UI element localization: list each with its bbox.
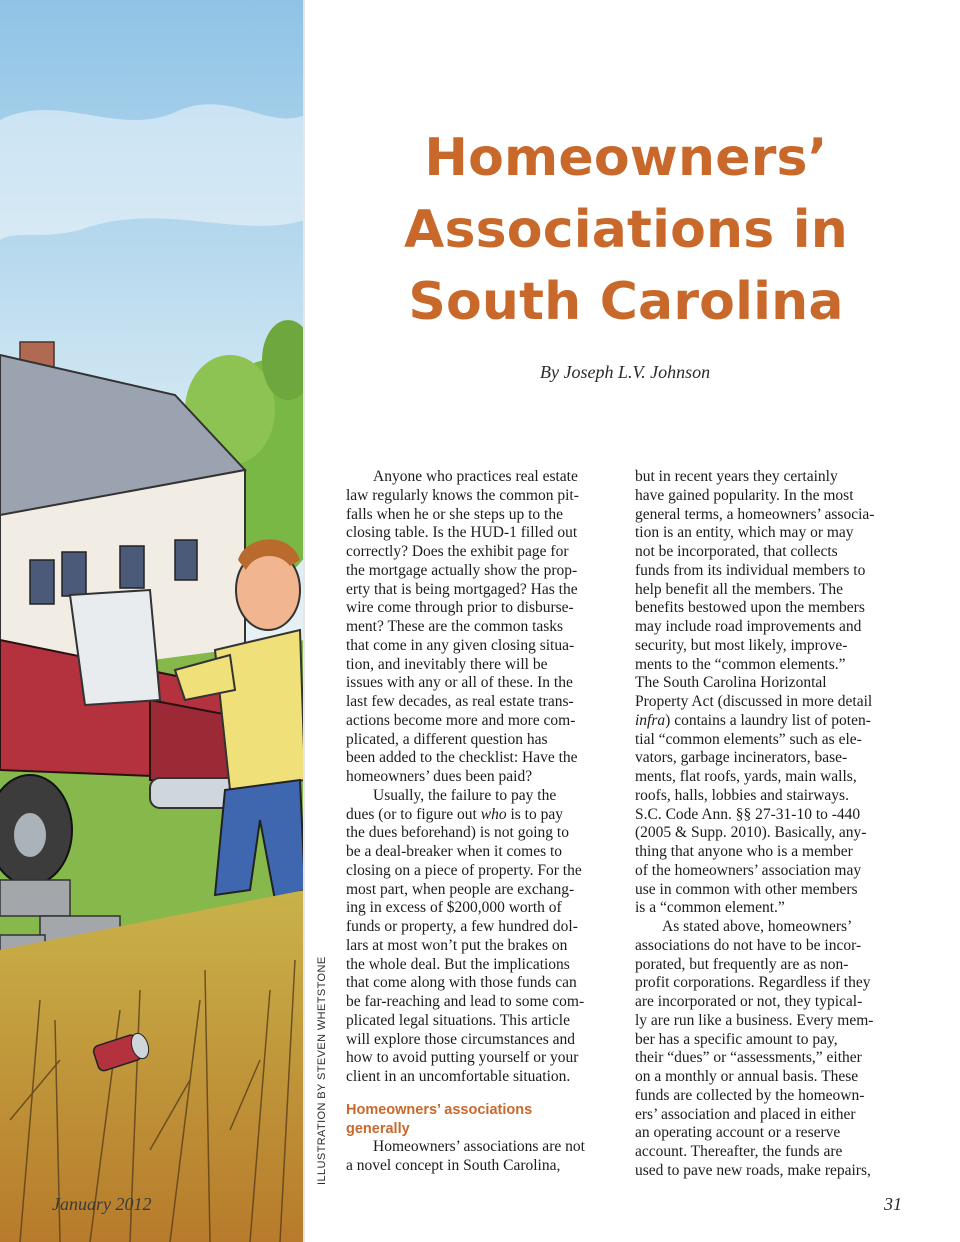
text-line: ber has a specific amount to pay, [635,1030,838,1048]
footer-date: January 2012 [52,1194,152,1214]
page-number: 31 [884,1194,902,1214]
text-line: use in common with other members [635,880,858,898]
text-line [346,806,614,825]
text-line: help benefit all the members. The [635,580,844,598]
text-line: the dues beforehand) is not going to [346,824,569,842]
text-line: erty that is being mortgaged? Has the [346,580,578,598]
text-line [635,712,903,731]
text-column-left [346,468,614,1176]
text-line: S.C. Code Ann. §§ 27-31-10 to -440 [635,805,861,823]
text-line: the mortgage actually show the prop- [346,561,578,579]
text-line: that come along with those funds can [346,974,577,992]
text-line: closing table. Is the HUD-1 filled out [346,524,578,542]
illustration-edge [303,0,305,1242]
text-line: how to avoid putting yourself or your [346,1049,579,1067]
text-line: on a monthly or annual basis. These [635,1068,859,1085]
text-line: tion, and inevitably there will be [346,655,548,673]
text-line: security, but most likely, improve- [635,636,848,654]
text-line: that come in any given closing situa- [346,636,575,654]
text-line: an operating account or a reserve [635,1124,841,1142]
text-line: correctly? Does the exhibit page for [346,543,569,560]
title-line: Associations in [404,200,848,260]
text-line: benefits bestowed upon the members [635,599,865,617]
text-line: thing that anyone who is a member [635,843,853,860]
paragraph [346,468,614,787]
refrigerator [70,590,160,705]
text-line: (2005 & Supp. 2010). Basically, any- [635,824,867,842]
text-line: issues with any or all of these. In the [346,674,573,692]
text-line: law regularly knows the common pit- [346,486,579,504]
emphasis-text: infra [635,711,666,729]
text-line: have gained popularity. In the most [635,486,854,504]
section-gap [346,1087,614,1101]
tall-grass-field [0,890,305,1242]
text-line: wire come through prior to disburse- [346,599,574,617]
byline: By Joseph L.V. Johnson [540,362,711,382]
text-line: ment? These are the common tasks [346,618,564,635]
paragraph [635,468,903,918]
text-line: not be incorporated, that collects [635,543,838,560]
text-line: may include road improvements and [635,618,862,635]
cover-illustration [0,0,305,1242]
text-line: are incorporated or not, they typical- [635,993,863,1010]
text-line: ly are run like a business. Every mem- [635,1011,874,1029]
text-line: of the homeowners’ association may [635,861,862,879]
text-line: The South Carolina Horizontal [635,674,827,692]
text-line: funds are collected by the homeown- [635,1086,865,1104]
text-line: profit corporations. Regardless if they [635,974,871,992]
text-line: Anyone who practices real estate [373,468,578,485]
text-line: As stated above, homeowners’ [662,918,853,935]
subhead-line: generally [346,1120,410,1137]
text-line: homeowners’ dues been paid? [346,768,533,785]
text-line: Homeowners’ associations are not [373,1138,585,1156]
text-line: ments to the “common elements.” [635,655,846,673]
text-line: funds from its individual members to [635,561,866,579]
paragraph [635,918,903,1181]
title-line: South Carolina [408,272,844,332]
text-line: falls when he or she steps up to the [346,505,563,523]
text-run: ) contains a laundry list of poten- [665,711,871,729]
text-line: is a “common element.” [635,899,785,917]
text-line: client in an uncomfortable situation. [346,1068,571,1085]
text-line: tial “common elements” such as ele- [635,730,862,748]
text-line: associations do not have to be incor- [635,936,862,954]
text-run: is to pay [506,805,563,823]
emphasis-text: who [480,805,507,823]
text-line: porated, but frequently are as non- [635,955,849,973]
text-line: be far-reaching and lead to some com- [346,993,585,1010]
text-line: plicated legal situations. This article [346,1011,570,1029]
text-line: a novel concept in South Carolina, [346,1157,561,1174]
text-line: Property Act (discussed in more detail [635,693,873,710]
text-line: the whole deal. But the implications [346,955,570,973]
text-line: will explore those circumstances and [346,1030,575,1048]
text-line: tion is an entity, which may or may [635,524,854,542]
text-run: dues (or to figure out [346,805,481,823]
text-line: been added to the checklist: Have the [346,749,578,767]
text-line: actions become more and more com- [346,711,576,729]
text-line: roofs, halls, lobbies and stairways. [635,786,849,804]
text-line: ing in excess of $200,000 worth of [346,899,562,917]
title-line: Homeowners’ [424,128,828,188]
text-line: vators, garbage incinerators, base- [635,749,848,767]
section-heading [346,1101,614,1139]
text-column-right [635,468,903,1181]
text-line: Usually, the failure to pay the [373,786,557,804]
paragraph [346,1138,614,1176]
subhead-line: Homeowners’ associations [346,1101,533,1118]
text-line: closing on a piece of property. For the [346,861,582,879]
text-line: be a deal-breaker when it comes to [346,843,563,860]
text-line: ments, flat roofs, yards, main walls, [635,768,857,785]
text-line: account. Thereafter, the funds are [635,1143,843,1160]
text-line: used to pave new roads, make repairs, [635,1161,871,1179]
text-line: funds or property, a few hundred dol- [346,918,578,935]
text-line: lars at most won’t put the brakes on [346,936,568,954]
text-line: most part, when people are exchang- [346,880,575,898]
text-line: general terms, a homeowners’ associa- [635,505,875,523]
text-line: plicated, a different question has [346,730,548,748]
truck-hubcap [14,813,46,857]
text-line: their “dues” or “assessments,” either [635,1049,862,1067]
paragraph [346,787,614,1087]
text-line: ers’ association and placed in either [635,1105,856,1123]
illustration-credit: ILLUSTRATION BY STEVEN WHETSTONE [316,956,328,1185]
text-line: but in recent years they certainly [635,468,838,485]
text-line: last few decades, as real estate trans- [346,693,574,710]
article-title [376,122,876,338]
